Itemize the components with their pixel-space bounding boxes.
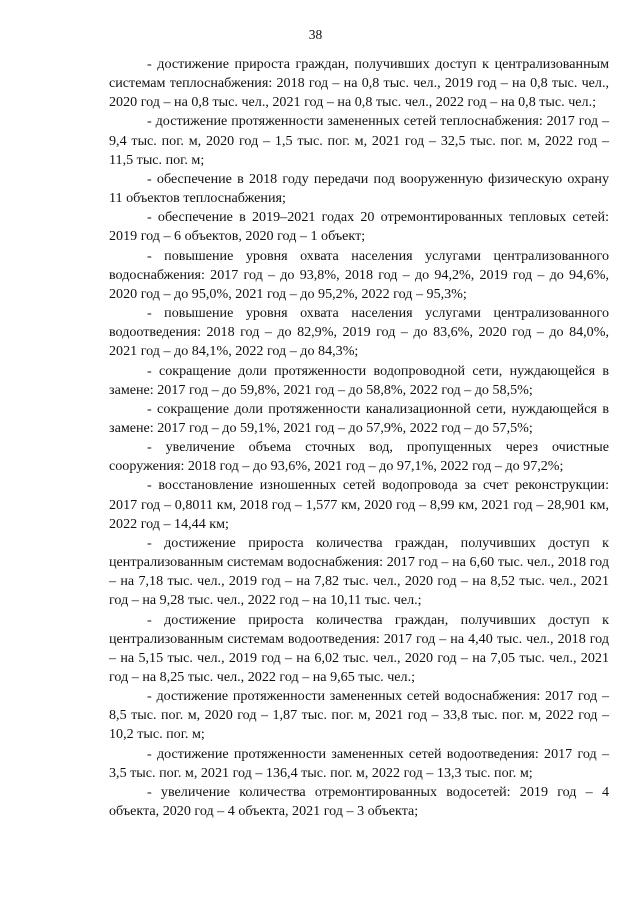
paragraph-water-network-reconstruction: - восстановление изношенных сетей водопровода за счет реконструкции: 2017 год – 0,8011 км, 2018 год – 1,577 км, 2020 год – 8,99 км, 2021 год – 28,901 км, 2022 год – 14,44 км; [109, 477, 609, 532]
paragraph-water-network-replacement: - сокращение доли протяженности водопроводной сети, нуждающейся в замене: 2017 год – до 59,8%, 2021 год – до 58,8%, 2022 год – до 58,5%; [109, 362, 609, 398]
paragraph-sewerage-access: - достижение прироста количества граждан, получивших доступ к централизованным системам водоотведения: 2017 год – на 4,40 тыс. чел., 2018 год – на 5,15 тыс. чел., 2019 год – на 6,02 тыс. чел., 2020 год – на 7,05 тыс. чел., 2021 год – на 8,25 тыс. чел., 2022 год – на 9,65 тыс. чел.; [109, 611, 609, 685]
paragraph-heat-repairs: - обеспечение в 2019–2021 годах 20 отремонтированных тепловых сетей: 2019 год – 6 объектов, 2020 год – 1 объект; [109, 209, 609, 245]
paragraph-sewerage-coverage: - повышение уровня охвата населения услугами централизованного водоотведения: 2018 год – до 82,9%, 2019 год – до 83,6%, 2020 год – до 84,0%, 2021 год – до 84,1%, 2022 год – до 84,3%; [109, 305, 609, 360]
paragraph-wastewater-treatment: - увеличение объема сточных вод, пропущенных через очистные сооружения: 2018 год – до 93,6%, 2021 год – до 97,1%, 2022 год – до 97,2%; [109, 439, 609, 475]
paragraph-heat-security: - обеспечение в 2018 году передачи под вооруженную физическую охрану 11 объектов теплоснабжения; [109, 170, 609, 207]
page-number: 38 [308, 27, 323, 42]
paragraph-heat-access: - достижение прироста граждан, получивших доступ к централизованным системам теплоснабжения: 2018 год – на 0,8 тыс. чел., 2019 год – на 0,8 тыс. чел., 2020 год – на 0,8 тыс. чел., 2021 год – на 0,8 тыс. чел., 2022 год – на 0,8 тыс. чел.; [109, 56, 609, 111]
paragraph-water-supply-access: - достижение прироста количества граждан, получивших доступ к централизованным системам водоснабжения: 2017 год – на 6,60 тыс. чел., 2018 год – на 7,18 тыс. чел., 2019 год – на 7,82 тыс. чел., 2020 год – на 8,52 тыс. чел., 2021 год – на 9,28 тыс. чел., 2022 год – на 10,11 тыс. чел.; [109, 534, 609, 609]
paragraph-water-supply-coverage: - повышение уровня охвата населения услугами централизованного водоснабжения: 2017 год – до 93,8%, 2018 год – до 94,2%, 2019 год – до 94,6%, 2020 год – до 95,0%, 2021 год – до 95,2%, 2022 год – 95,3%; [109, 247, 609, 302]
paragraph-water-networks-length: - достижение протяженности замененных сетей водоснабжения: 2017 год – 8,5 тыс. пог. м, 2020 год – 1,87 тыс. пог. м, 2021 год – 33,8 тыс. пог. м, 2022 год – 10,2 тыс. пог. м; [109, 688, 609, 743]
body-text [109, 55, 609, 821]
paragraph-heat-networks-length: - достижение протяженности замененных сетей теплоснабжения: 2017 год – 9,4 тыс. пог. м, 2020 год – 1,5 тыс. пог. м, 2021 год – 32,5 тыс. пог. м, 2022 год – 11,5 тыс. пог. м; [109, 113, 609, 168]
paragraph-water-repairs: - увеличение количества отремонтированных водосетей: 2019 год – 4 объекта, 2020 год – 4 объекта, 2021 год – 3 объекта; [109, 783, 609, 820]
paragraph-sewer-network-replacement: - сокращение доли протяженности канализационной сети, нуждающейся в замене: 2017 год – до 59,1%, 2021 год – до 57,9%, 2022 год – до 57,5%; [109, 400, 609, 436]
paragraph-sewer-networks-length: - достижение протяженности замененных сетей водоотведения: 2017 год – 3,5 тыс. пог. м, 2021 год – 136,4 тыс. пог. м, 2022 год – 13,3 тыс. пог. м; [109, 745, 609, 781]
